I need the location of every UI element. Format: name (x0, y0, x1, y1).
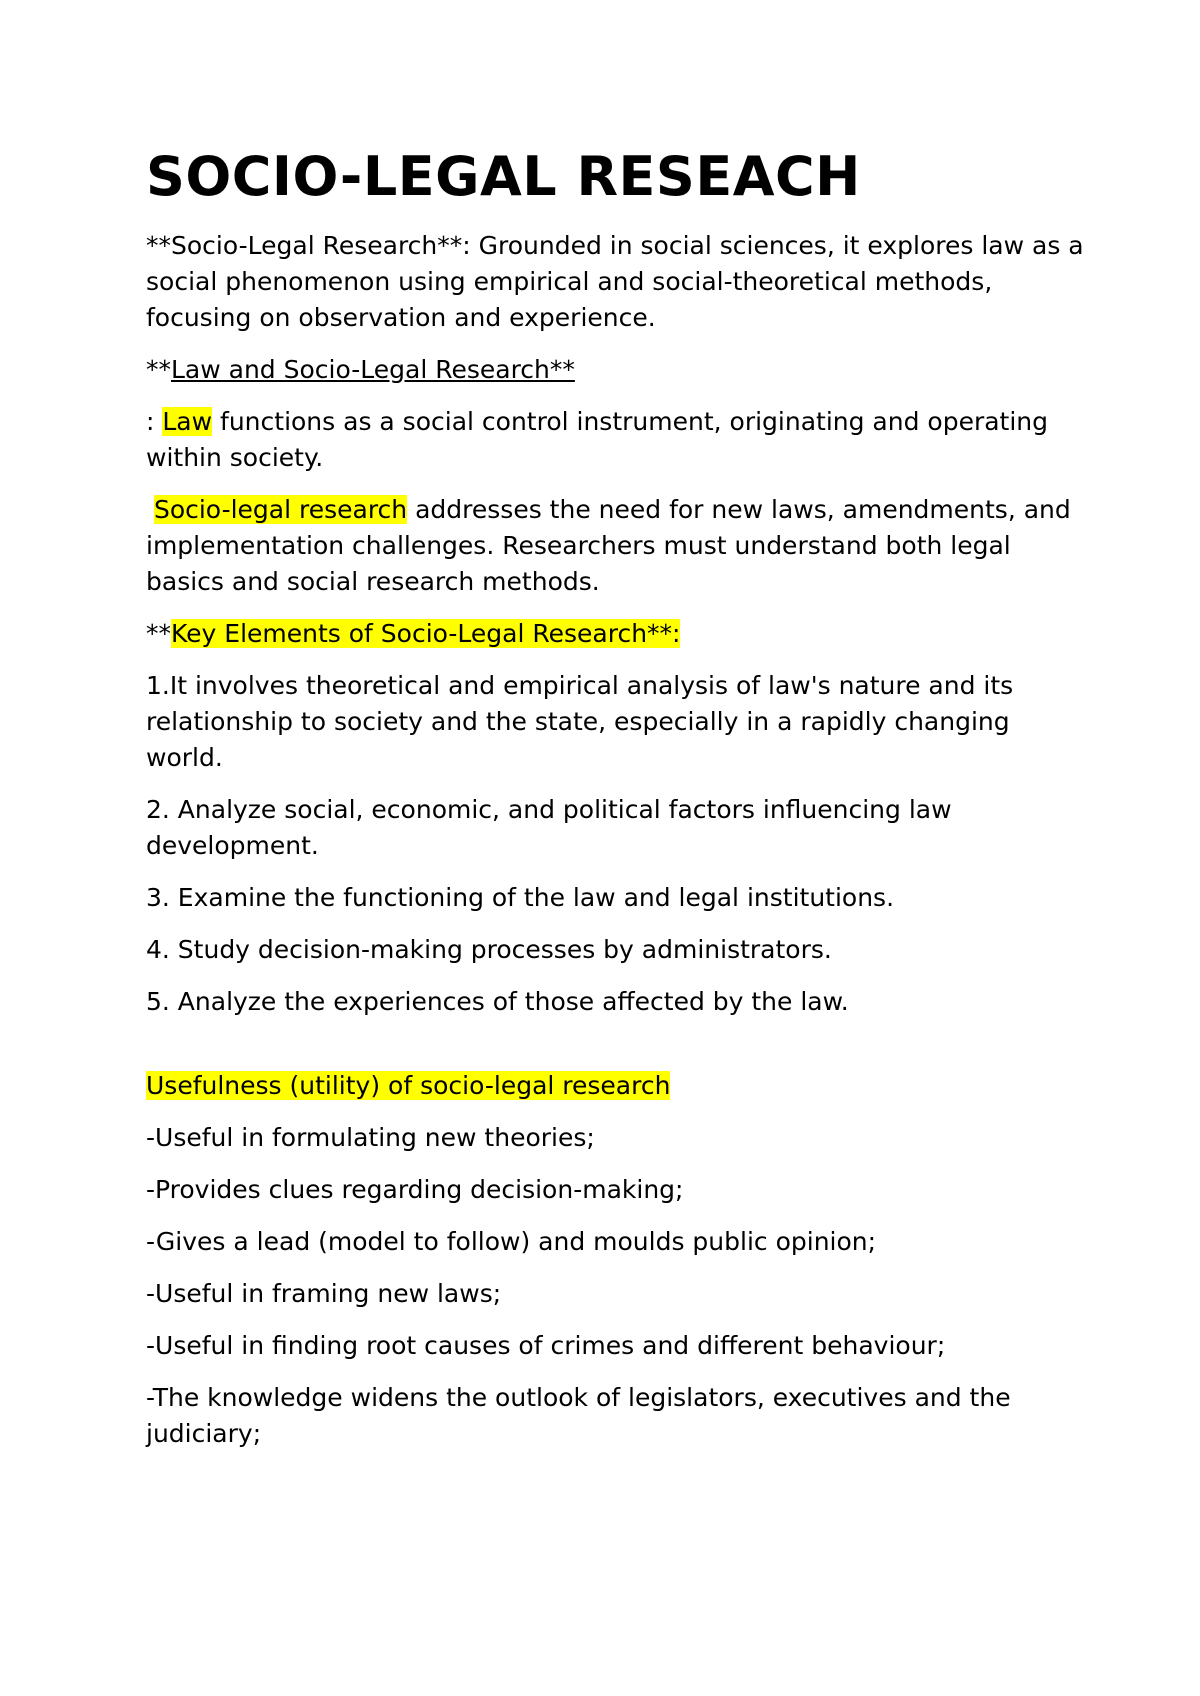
research-paragraph (146, 492, 1086, 600)
law-paragraph-prefix: : (146, 407, 163, 436)
law-paragraph (146, 404, 1086, 476)
usefulness-item: -Useful in framing new laws; (146, 1279, 502, 1308)
law-paragraph-text: functions as a social control instrument, originating and operating within society. (146, 407, 1049, 472)
key-element-item: 5. Analyze the experiences of those affected by the law. (146, 987, 849, 1016)
key-heading-prefix: ** (146, 619, 171, 648)
usefulness-item: -Gives a lead (model to follow) and moulds public opinion; (146, 1227, 877, 1256)
usefulness-item: -Useful in finding root causes of crimes and different behaviour; (146, 1331, 946, 1360)
key-element-item: 3. Examine the functioning of the law and legal institutions. (146, 883, 895, 912)
law-heading (146, 352, 1086, 388)
research-paragraph-prefix (146, 495, 154, 524)
key-element-item: 4. Study decision-making processes by administrators. (146, 935, 832, 964)
research-highlight: Socio-legal research (153, 495, 408, 524)
document-page (146, 140, 1086, 1468)
intro-paragraph: **Socio-Legal Research**: Grounded in social sciences, it explores law as a social phenomenon using empirical and social-theoretical methods, focusing on observation and experience. (146, 231, 1084, 332)
usefulness-item: -Useful in formulating new theories; (146, 1123, 595, 1152)
key-element-item: 1.It involves theoretical and empirical analysis of law's nature and its relationship to society and the state, especially in a rapidly changing world. (146, 671, 1014, 772)
usefulness-heading-highlight: Usefulness (utility) of socio-legal research (146, 1071, 671, 1100)
usefulness-item: -Provides clues regarding decision-making; (146, 1175, 684, 1204)
usefulness-heading (146, 1068, 1086, 1104)
research-paragraph-text: addresses the need for new laws, amendments, and implementation challenges. Researchers must understand both legal basics and social research methods. (146, 495, 1071, 596)
section-spacer (146, 1036, 1086, 1068)
law-heading-prefix: ** (146, 355, 171, 384)
law-highlight: Law (162, 407, 213, 436)
law-heading-underlined: Law and Socio-Legal Research** (171, 355, 575, 384)
key-heading-highlight: Key Elements of Socio-Legal Research**: (171, 619, 681, 648)
usefulness-item: -The knowledge widens the outlook of legislators, executives and the judiciary; (146, 1383, 1011, 1448)
key-element-item: 2. Analyze social, economic, and political factors influencing law development. (146, 795, 952, 860)
key-elements-heading (146, 616, 1086, 652)
document-title: SOCIO-LEGAL RESEACH (146, 145, 861, 208)
